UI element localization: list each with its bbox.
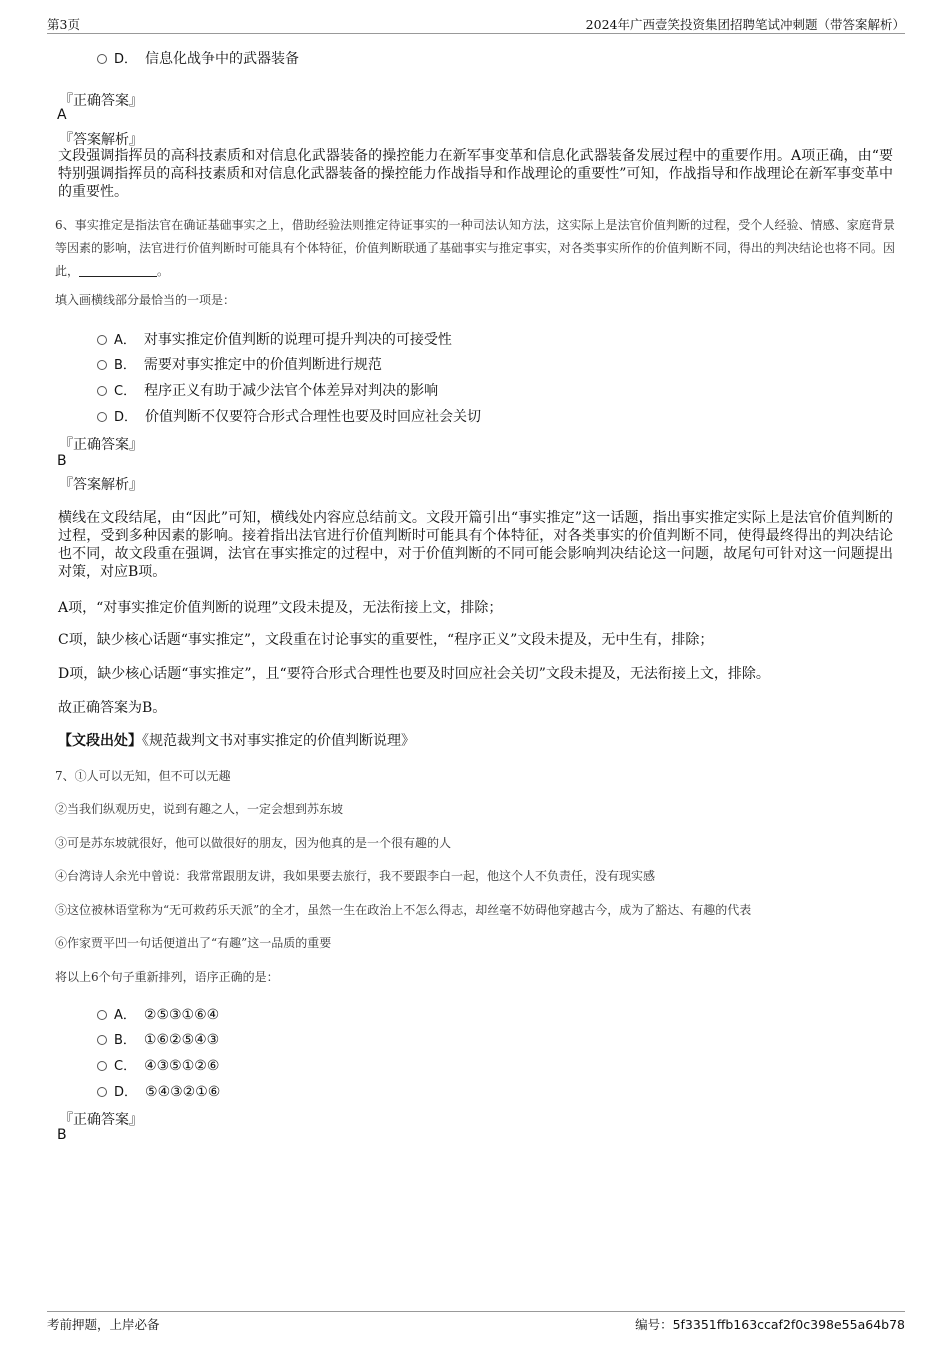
q6-analysis-d: D项，缺少核心话题“事实推定”，且“要符合形式合理性也要及时回应社会关切”文段未提及，无法衔接上文，排除。 [58,666,770,682]
radio-icon[interactable] [97,54,107,64]
q6-analysis-a: A项，“对事实推定价值判断的说理”文段未提及，无法衔接上文，排除； [58,600,503,616]
q6-source: 【文段出处】《规范裁判文书对事实推定的价值判断说理》 [58,733,415,749]
document-code: 编号：5f3351ffb163ccaf2f0c398e55a64b78 [635,1317,905,1332]
q6-option-c[interactable]: C． 程序正义有助于减少法官个体差异对判决的影响 [97,380,438,400]
q6-stem: 6、事实推定是指法官在确证基础事实之上，借助经验法则推定待证事实的一种司法认知方法，这实际上是法官价值判断的过程，受个人经验、情感、家庭背景等因素的影响，法官进行价值判断时可能具有个体特征，价值判断联通了基础事实与推定事实，对各类事实所作的价值判断不同，得出的判决结论也将不同。因此， 。 [55,218,896,278]
q5-analysis: 文段强调指挥员的高科技素质和对信息化武器装备的操控能力在新军事变革和信息化武器装备发展过程中的重要作用。A项正确，由“要特别强调指挥员的高科技素质和对信息化武器装备的操控能力作战指导和作战理论的重要性”可知，作战指导和作战理论在新军事变革中的重要性。 [58,148,893,200]
page-header [47,14,905,34]
answer-label: 『正确答案』 [59,437,143,453]
answer-label: 『正确答案』 [59,93,143,109]
q7-sentence-1: 7、①人可以无知，但不可以无趣 [55,769,231,783]
q7-option-d[interactable]: D． ⑤④③②①⑥ [97,1081,220,1100]
q6-analysis-c: C项，缺少核心话题“事实推定”，文段重在讨论事实的重要性，“程序正义”文段未提及，无中生有，排除； [58,632,714,648]
radio-icon[interactable] [97,1061,107,1071]
q6-conclusion: 故正确答案为B。 [58,700,167,716]
footer-slogan: 考前押题，上岸必备 [47,1317,160,1332]
q7-option-b[interactable]: B． ①⑥②⑤④③ [97,1029,219,1048]
page-footer [47,1311,905,1334]
q7-sentence-5: ⑤这位被林语堂称为“无可救药乐天派”的全才，虽然一生在政治上不怎么得志，却丝毫不妨碍他穿越古今，成为了豁达、有趣的代表 [55,903,752,917]
answer-value: B [57,453,67,469]
q7-option-c[interactable]: C． ④③⑤①②⑥ [97,1055,219,1074]
q7-sentence-4: ④台湾诗人余光中曾说：我常常跟朋友讲，我如果要去旅行，我不要跟李白一起，他这个人不负责任，没有现实感 [55,869,656,883]
radio-icon[interactable] [97,412,107,422]
answer-value: B [57,1127,67,1143]
radio-icon[interactable] [97,1035,107,1045]
q6-analysis-main: 横线在文段结尾，由“因此”可知，横线处内容应总结前文。文段开篇引出“事实推定”这一话题，指出事实推定实际上是法官价值判断的过程，受到多种因素的影响。接着指出法官进行价值判断时可能具有个体特征，对各类事实的价值判断不同，使得最终得出的判决结论也不同，故文段重在强调，法官在事实推定的过程中，对于价值判断的不同可能会影响判决结论这一问题，故尾句可针对这一问题提出对策，对应B项。 [58,510,893,580]
q7-sentence-2: ②当我们纵观历史，说到有趣之人，一定会想到苏东坡 [55,802,344,816]
document-title: 2024年广西壹笑投资集团招聘笔试冲刺题（带答案解析） [585,17,905,32]
q6-instruction: 填入画横线部分最恰当的一项是： [55,293,236,307]
page-number: 第3页 [47,17,80,32]
q6-option-d[interactable]: D． 价值判断不仅要符合形式合理性也要及时回应社会关切 [97,406,481,426]
q7-sentence-3: ③可是苏东坡就很好，他可以做很好的朋友，因为他真的是一个很有趣的人 [55,836,452,850]
q6-option-a[interactable]: A． 对事实推定价值判断的说理可提升判决的可接受性 [97,329,452,349]
radio-icon[interactable] [97,1087,107,1097]
q7-instruction: 将以上6个句子重新排列，语序正确的是： [55,970,279,984]
radio-icon[interactable] [97,1010,107,1020]
analysis-label: 『答案解析』 [59,477,143,493]
answer-value: A [57,107,67,123]
q5-option-d[interactable]: D． 信息化战争中的武器装备 [97,48,299,68]
q7-sentence-6: ⑥作家贾平凹一句话便道出了“有趣”这一品质的重要 [55,936,332,950]
q7-option-a[interactable]: A． ②⑤③①⑥④ [97,1004,219,1023]
analysis-label: 『答案解析』 [59,132,143,148]
radio-icon[interactable] [97,360,107,370]
answer-label: 『正确答案』 [59,1112,143,1128]
radio-icon[interactable] [97,335,107,345]
q6-option-b[interactable]: B． 需要对事实推定中的价值判断进行规范 [97,354,382,374]
fill-blank [79,264,157,277]
radio-icon[interactable] [97,386,107,396]
